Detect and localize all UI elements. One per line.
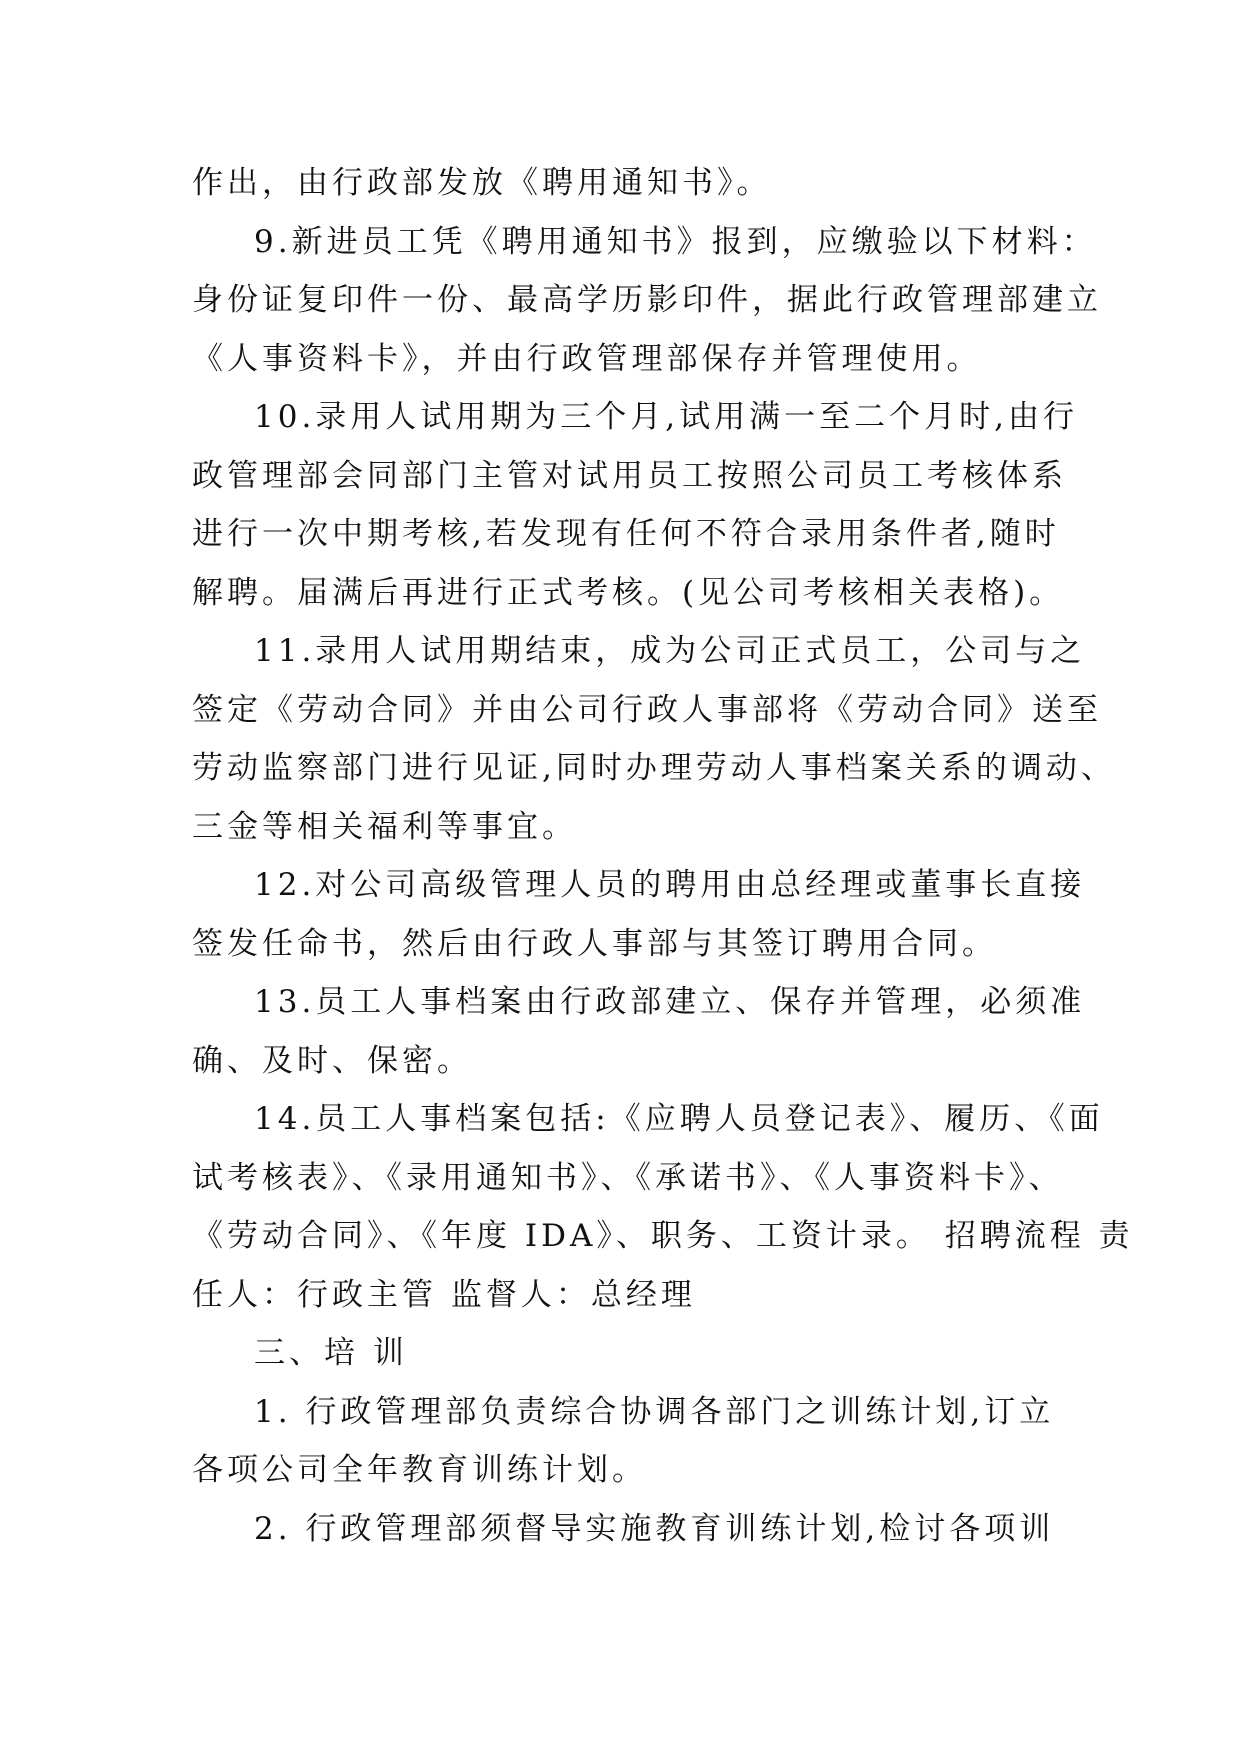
item-10-line-2: 政管理部会同部门主管对试用员工按照公司员工考核体系	[192, 457, 1067, 494]
item-14-line-4: 任人：行政主管 监督人：总经理	[192, 1276, 696, 1313]
item-13-line-2: 确、及时、保密。	[192, 1042, 472, 1079]
training-item-1-line-2: 各项公司全年教育训练计划。	[192, 1452, 647, 1488]
item-9-line-3: 《人事资料卡》，并由行政管理部保存并管理使用。	[192, 340, 982, 377]
document-body	[192, 154, 1134, 1558]
item-11-line-1: 11.录用人试用期结束，成为公司正式员工，公司与之	[254, 633, 1086, 669]
item-10-line-4: 解聘。届满后再进行正式考核。(见公司考核相关表格)。	[192, 574, 1065, 611]
item-9-line-1: 9.新进员工凭《聘用通知书》报到，应缴验以下材料：	[254, 223, 1097, 260]
item-11-line-2: 签定《劳动合同》并由公司行政人事部将《劳动合同》送至	[192, 691, 1102, 728]
item-11-line-3: 劳动监察部门进行见证,同时办理劳动人事档案关系的调动、	[192, 750, 1116, 786]
item-13-line-1: 13.员工人事档案由行政部建立、保存并管理，必须准	[254, 984, 1086, 1020]
item-10-line-3: 进行一次中期考核,若发现有任何不符合录用条件者,随时	[192, 516, 1060, 552]
item-12-line-2: 签发任命书，然后由行政人事部与其签订聘用合同。	[192, 925, 997, 962]
section-heading-training: 三、培 训	[254, 1335, 408, 1371]
item-9-line-2: 身份证复印件一份、最高学历影印件，据此行政管理部建立	[192, 282, 1102, 318]
item-12-line-1: 12.对公司高级管理人员的聘用由总经理或董事长直接	[254, 867, 1086, 903]
item-11-line-4: 三金等相关福利等事宜。	[192, 808, 577, 845]
text-line-1: 作出，由行政部发放《聘用通知书》。	[192, 165, 772, 201]
item-14-line-2: 试考核表》、《录用通知书》、《承诺书》、《人事资料卡》、	[192, 1159, 1064, 1196]
item-14-line-3: 《劳动合同》、《年度 IDA》、职务、工资计录。 招聘流程 责	[192, 1218, 1134, 1254]
training-item-1-line-1: 1. 行政管理部负责综合协调各部门之训练计划,订立	[254, 1393, 1055, 1430]
item-14-line-1: 14.员工人事档案包括:《应聘人员登记表》、履历、《面	[254, 1101, 1104, 1137]
training-item-2-line-1: 2. 行政管理部须督导实施教育训练计划,检讨各项训	[254, 1510, 1055, 1547]
item-10-line-1: 10.录用人试用期为三个月,试用满一至二个月时,由行	[254, 399, 1079, 435]
